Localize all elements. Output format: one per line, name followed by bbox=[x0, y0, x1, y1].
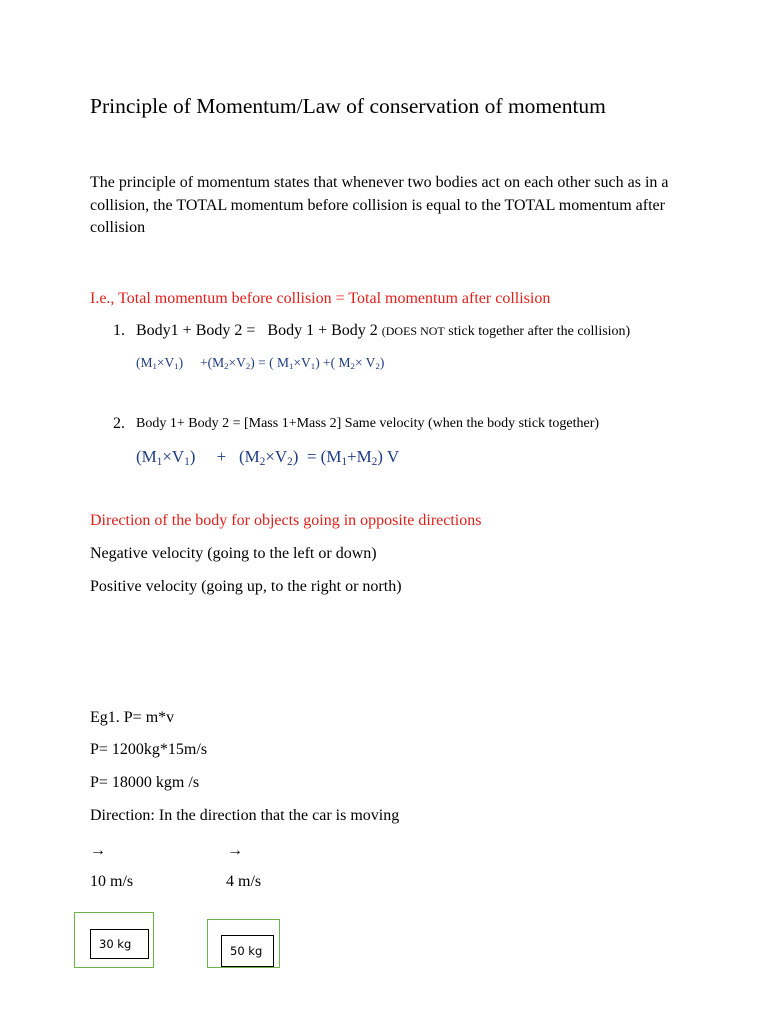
formula-1: $(M_1\times V_1)$ $+(M_2\times V_2)$ = ( $M_1\times V_1$) +( $M_2\times V_2$) bbox=[136, 355, 385, 372]
intro-paragraph: The principle of momentum states that whenever two bodies act on each other such as in a collision, the TOTAL momentum before collision is equal to the TOTAL momentum after collision bbox=[90, 174, 669, 236]
direction-heading: Direction of the body for objects going in opposite directions bbox=[90, 512, 482, 529]
positive-velocity-text: Positive velocity (going up, to the right or north) bbox=[90, 578, 402, 595]
list-number-1: 1. bbox=[113, 322, 125, 339]
formula-2: $(M_1\times V_1)$ + $(M_2\times V_2) = (M_1+M_2)$ V bbox=[136, 447, 400, 468]
arrow-right-icon-right: → bbox=[227, 842, 243, 859]
object-box-50kg bbox=[221, 935, 274, 967]
velocity-left: 10 m/s bbox=[90, 873, 134, 890]
list-number-2: 2. bbox=[113, 415, 125, 432]
object-box-50kg-label: 50 kg bbox=[230, 944, 263, 958]
negative-velocity-text: Negative velocity (going to the left or down) bbox=[90, 545, 377, 562]
list-item-1-note: stick together after the collision) bbox=[444, 324, 631, 339]
list-item-1-main: Body1 + Body 2 = Body 1 + Body 2 bbox=[136, 322, 378, 339]
example-line-3: P= 18000 kgm /s bbox=[90, 774, 200, 791]
list-item-1 bbox=[136, 322, 630, 340]
ie-statement: I.e., Total momentum before collision = Total momentum after collision bbox=[90, 290, 551, 307]
example-line-4: Direction: In the direction that the car is moving bbox=[90, 807, 400, 824]
velocity-right: 4 m/s bbox=[226, 873, 262, 890]
object-box-30kg bbox=[90, 929, 149, 959]
list-item-2: Body 1+ Body 2 = [Mass 1+Mass 2] Same velocity (when the body stick together) bbox=[136, 416, 600, 431]
example-line-2: P= 1200kg*15m/s bbox=[90, 741, 208, 758]
object-box-30kg-label: 30 kg bbox=[99, 937, 132, 951]
page-title: Principle of Momentum/Law of conservation of momentum bbox=[90, 94, 606, 118]
example-line-1: Eg1. P= m*v bbox=[90, 709, 175, 726]
list-item-1-note-caps: (DOES NOT bbox=[381, 324, 445, 338]
arrow-right-icon-left: → bbox=[90, 842, 106, 859]
